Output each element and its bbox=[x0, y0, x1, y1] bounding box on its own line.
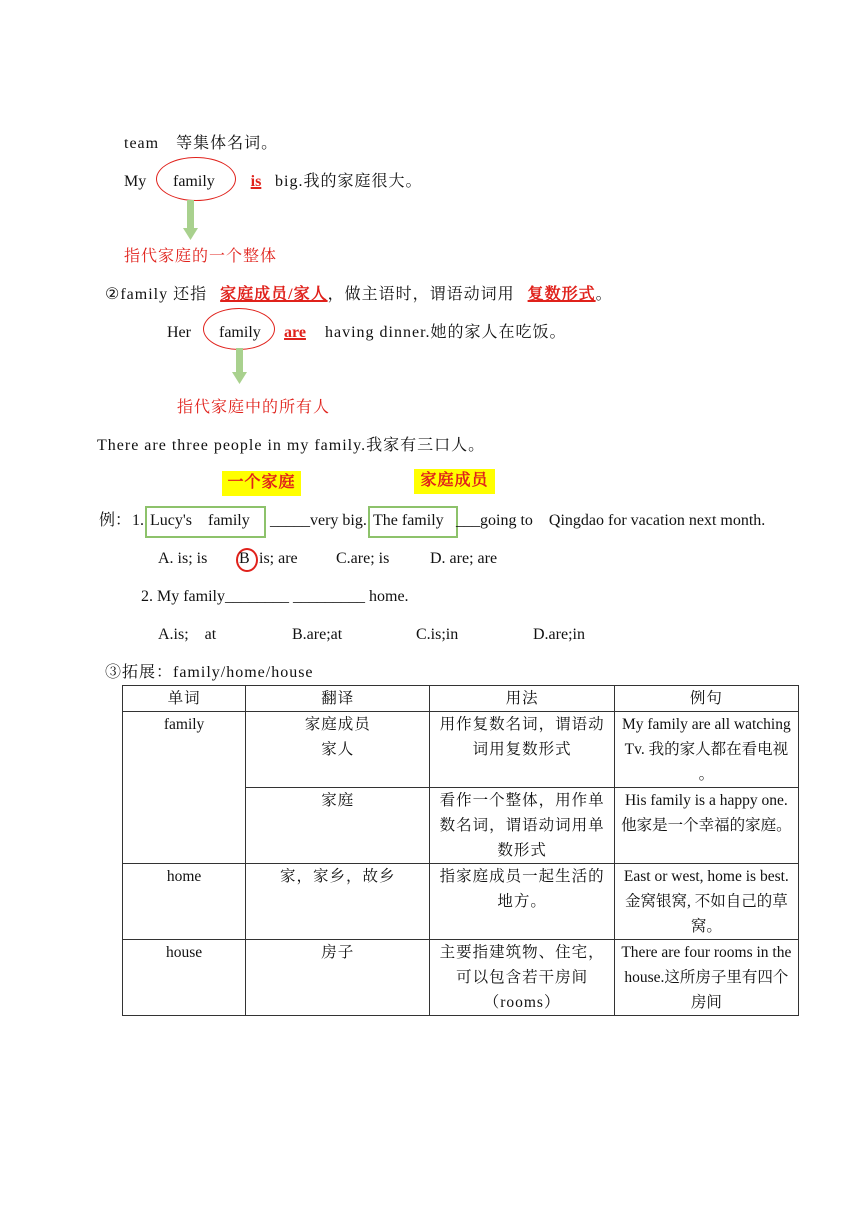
tag-one-family: 一个家庭 bbox=[222, 471, 301, 496]
cell-translation: 房子 bbox=[246, 940, 430, 1016]
cell-usage: 看作一个整体，用作单数名词，谓语动词用单数形式 bbox=[430, 788, 614, 864]
point2-mid: ，做主语时，谓语动词用 bbox=[327, 286, 515, 303]
q1-option-b-text: is; are bbox=[259, 550, 298, 567]
q1-option-d: D. are; are bbox=[430, 550, 498, 567]
cell-example: My family are all watching Tv. 我的家人都在看电视 。 bbox=[614, 712, 798, 788]
header-word: 单词 bbox=[123, 686, 246, 712]
example2-her: Her bbox=[167, 324, 191, 341]
cell-example: There are four rooms in the house.这所房子里有四个房间 bbox=[614, 940, 798, 1016]
exercise-label: 例： bbox=[99, 512, 132, 529]
header-usage: 用法 bbox=[430, 686, 614, 712]
cell-word: home bbox=[123, 864, 246, 940]
example1-verb: is bbox=[250, 173, 262, 190]
cell-example: East or west, home is best.金窝银窝, 不如自己的草窝。 bbox=[614, 864, 798, 940]
cell-word: house bbox=[123, 940, 246, 1016]
cell-word: family bbox=[123, 712, 246, 864]
table-row bbox=[123, 864, 799, 940]
q1-blank1: _____very big. bbox=[270, 512, 367, 529]
q2-option-c: C.is;in bbox=[416, 626, 459, 643]
table-row bbox=[123, 712, 799, 788]
down-arrow-icon-2 bbox=[232, 348, 248, 386]
example1-family: family bbox=[173, 173, 215, 190]
point2-line bbox=[105, 285, 613, 305]
q1-number: 1. bbox=[132, 512, 144, 529]
intro-line: team 等集体名词。 bbox=[124, 135, 279, 152]
example2-verb: are bbox=[284, 324, 306, 341]
q1-part1: Lucy's family bbox=[150, 512, 250, 529]
cell-example: His family is a happy one. 他家是一个幸福的家庭。 bbox=[614, 788, 798, 864]
q2-option-d: D.are;in bbox=[533, 626, 585, 643]
point3-title: ③拓展：family/home/house bbox=[105, 664, 314, 681]
q1-blank2: ___going to Qingdao for vacation next month. bbox=[456, 512, 766, 529]
table-header-row bbox=[123, 686, 799, 712]
example2-note: 指代家庭中的所有人 bbox=[177, 399, 331, 416]
tag-family-members: 家庭成员 bbox=[414, 469, 495, 494]
q2-line: 2. My family________ _________ home. bbox=[141, 588, 409, 605]
cell-usage: 主要指建筑物、住宅，可以包含若干房间（rooms） bbox=[430, 940, 614, 1016]
point2-end: 。 bbox=[595, 286, 613, 303]
example2-family: family bbox=[219, 324, 261, 341]
sentence-three-people: There are three people in my family.我家有三口人。 bbox=[97, 437, 486, 454]
table-row bbox=[123, 940, 799, 1016]
q1-part2: The family bbox=[373, 512, 444, 529]
q2-option-a: A.is; at bbox=[158, 626, 217, 643]
example1-rest: big.我的家庭很大。 bbox=[275, 173, 423, 190]
point2-plural: 复数形式 bbox=[527, 286, 596, 303]
q2-option-b: B.are;at bbox=[292, 626, 343, 643]
point2-pre: ②family 还指 bbox=[105, 286, 208, 303]
cell-usage: 用作复数名词，谓语动词用复数形式 bbox=[430, 712, 614, 788]
example1-my: My bbox=[124, 173, 147, 190]
q1-option-b-letter: B bbox=[239, 550, 250, 567]
cell-translation: 家，家乡，故乡 bbox=[246, 864, 430, 940]
down-arrow-icon-1 bbox=[183, 200, 199, 242]
example1-note: 指代家庭的一个整体 bbox=[124, 248, 278, 265]
q1-option-c: C.are; is bbox=[336, 550, 390, 567]
header-translation: 翻译 bbox=[246, 686, 430, 712]
example2-rest: having dinner.她的家人在吃饭。 bbox=[325, 324, 567, 341]
point2-members: 家庭成员/家人 bbox=[220, 286, 328, 303]
vocab-table bbox=[122, 685, 799, 1016]
cell-translation: 家庭成员 家人 bbox=[246, 712, 430, 788]
cell-usage: 指家庭成员一起生活的地方。 bbox=[430, 864, 614, 940]
q1-option-a: A. is; is bbox=[158, 550, 208, 567]
cell-translation: 家庭 bbox=[246, 788, 430, 864]
header-example: 例句 bbox=[614, 686, 798, 712]
